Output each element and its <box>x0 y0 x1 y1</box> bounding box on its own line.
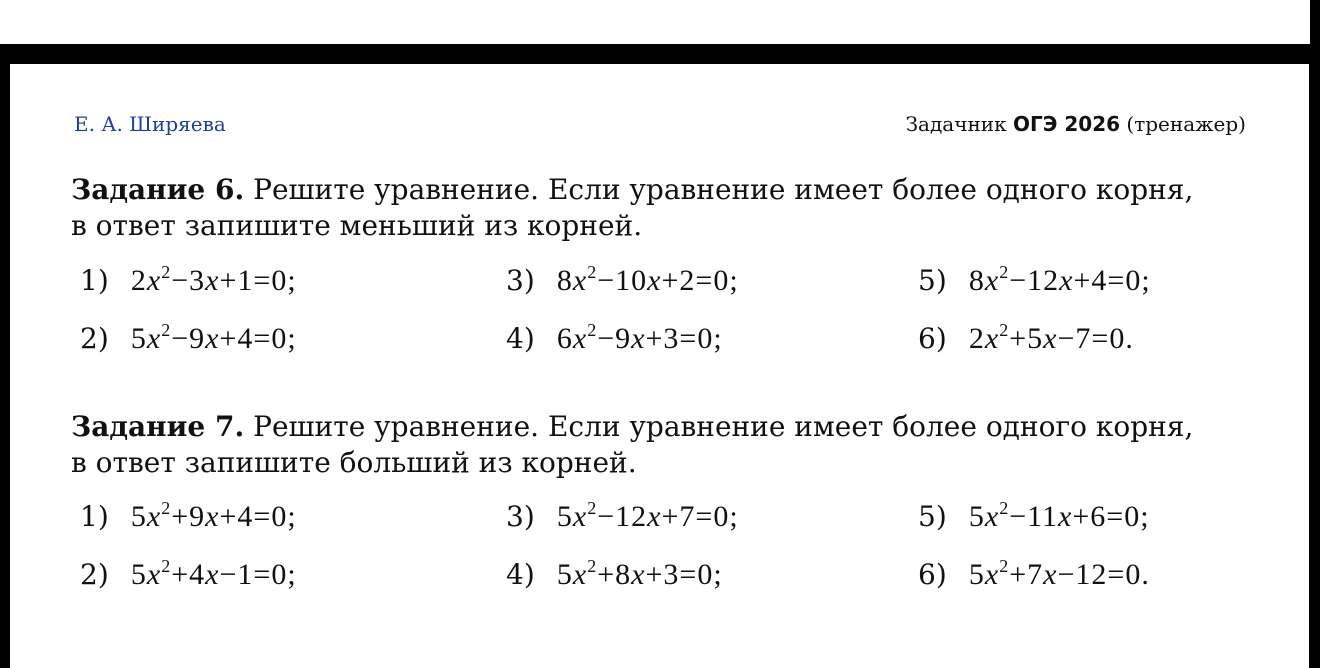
equation: 6) $2x^2+5x-7=0$. <box>918 320 1134 355</box>
task-7-row-1 <box>10 500 1309 536</box>
task-6-statement-line2: в ответ запишите меньший из корней. <box>71 209 643 242</box>
right-edge-strip <box>1310 0 1320 44</box>
equation: 1) $5x^2+9x+4=0$; <box>80 498 297 533</box>
equation: 4) $6x^2-9x+3=0$; <box>506 320 723 355</box>
task-7-statement-line2: в ответ запишите больший из корней. <box>71 446 637 479</box>
task-6-label: Задание 6. <box>71 173 245 206</box>
task-7-row-2 <box>10 558 1309 594</box>
equation: 1) $2x^2-3x+1=0$; <box>80 262 297 297</box>
author-name: Е. А. Ширяева <box>74 112 226 136</box>
equation: 5) $8x^2-12x+4=0$; <box>918 262 1151 297</box>
top-bar <box>0 0 1320 44</box>
task-7-statement <box>71 409 1193 445</box>
book-title-suffix: (тренажер) <box>1120 112 1246 136</box>
task-6-statement <box>71 172 1193 208</box>
equation: 3) $5x^2-12x+7=0$; <box>506 498 739 533</box>
book-title-prefix: Задачник <box>905 112 1013 136</box>
task-6-row-1 <box>10 264 1309 300</box>
equation: 2) $5x^2-9x+4=0$; <box>80 320 297 355</box>
task-7-text-line1: Решите уравнение. Если уравнение имеет более одного корня, <box>244 410 1194 443</box>
equation: 3) $8x^2-10x+2=0$; <box>506 262 739 297</box>
document-page <box>10 64 1309 668</box>
equation: 6) $5x^2+7x-12=0$. <box>918 556 1150 591</box>
task-6-row-2 <box>10 322 1309 358</box>
book-title-bold: ОГЭ 2026 <box>1012 112 1121 136</box>
task-6-text-line1: Решите уравнение. Если уравнение имеет более одного корня, <box>244 173 1194 206</box>
book-title <box>906 112 1246 136</box>
task-7-label: Задание 7. <box>71 410 245 443</box>
equation: 2) $5x^2+4x-1=0$; <box>80 556 297 591</box>
equation: 5) $5x^2-11x+6=0$; <box>918 498 1150 533</box>
equation: 4) $5x^2+8x+3=0$; <box>506 556 723 591</box>
